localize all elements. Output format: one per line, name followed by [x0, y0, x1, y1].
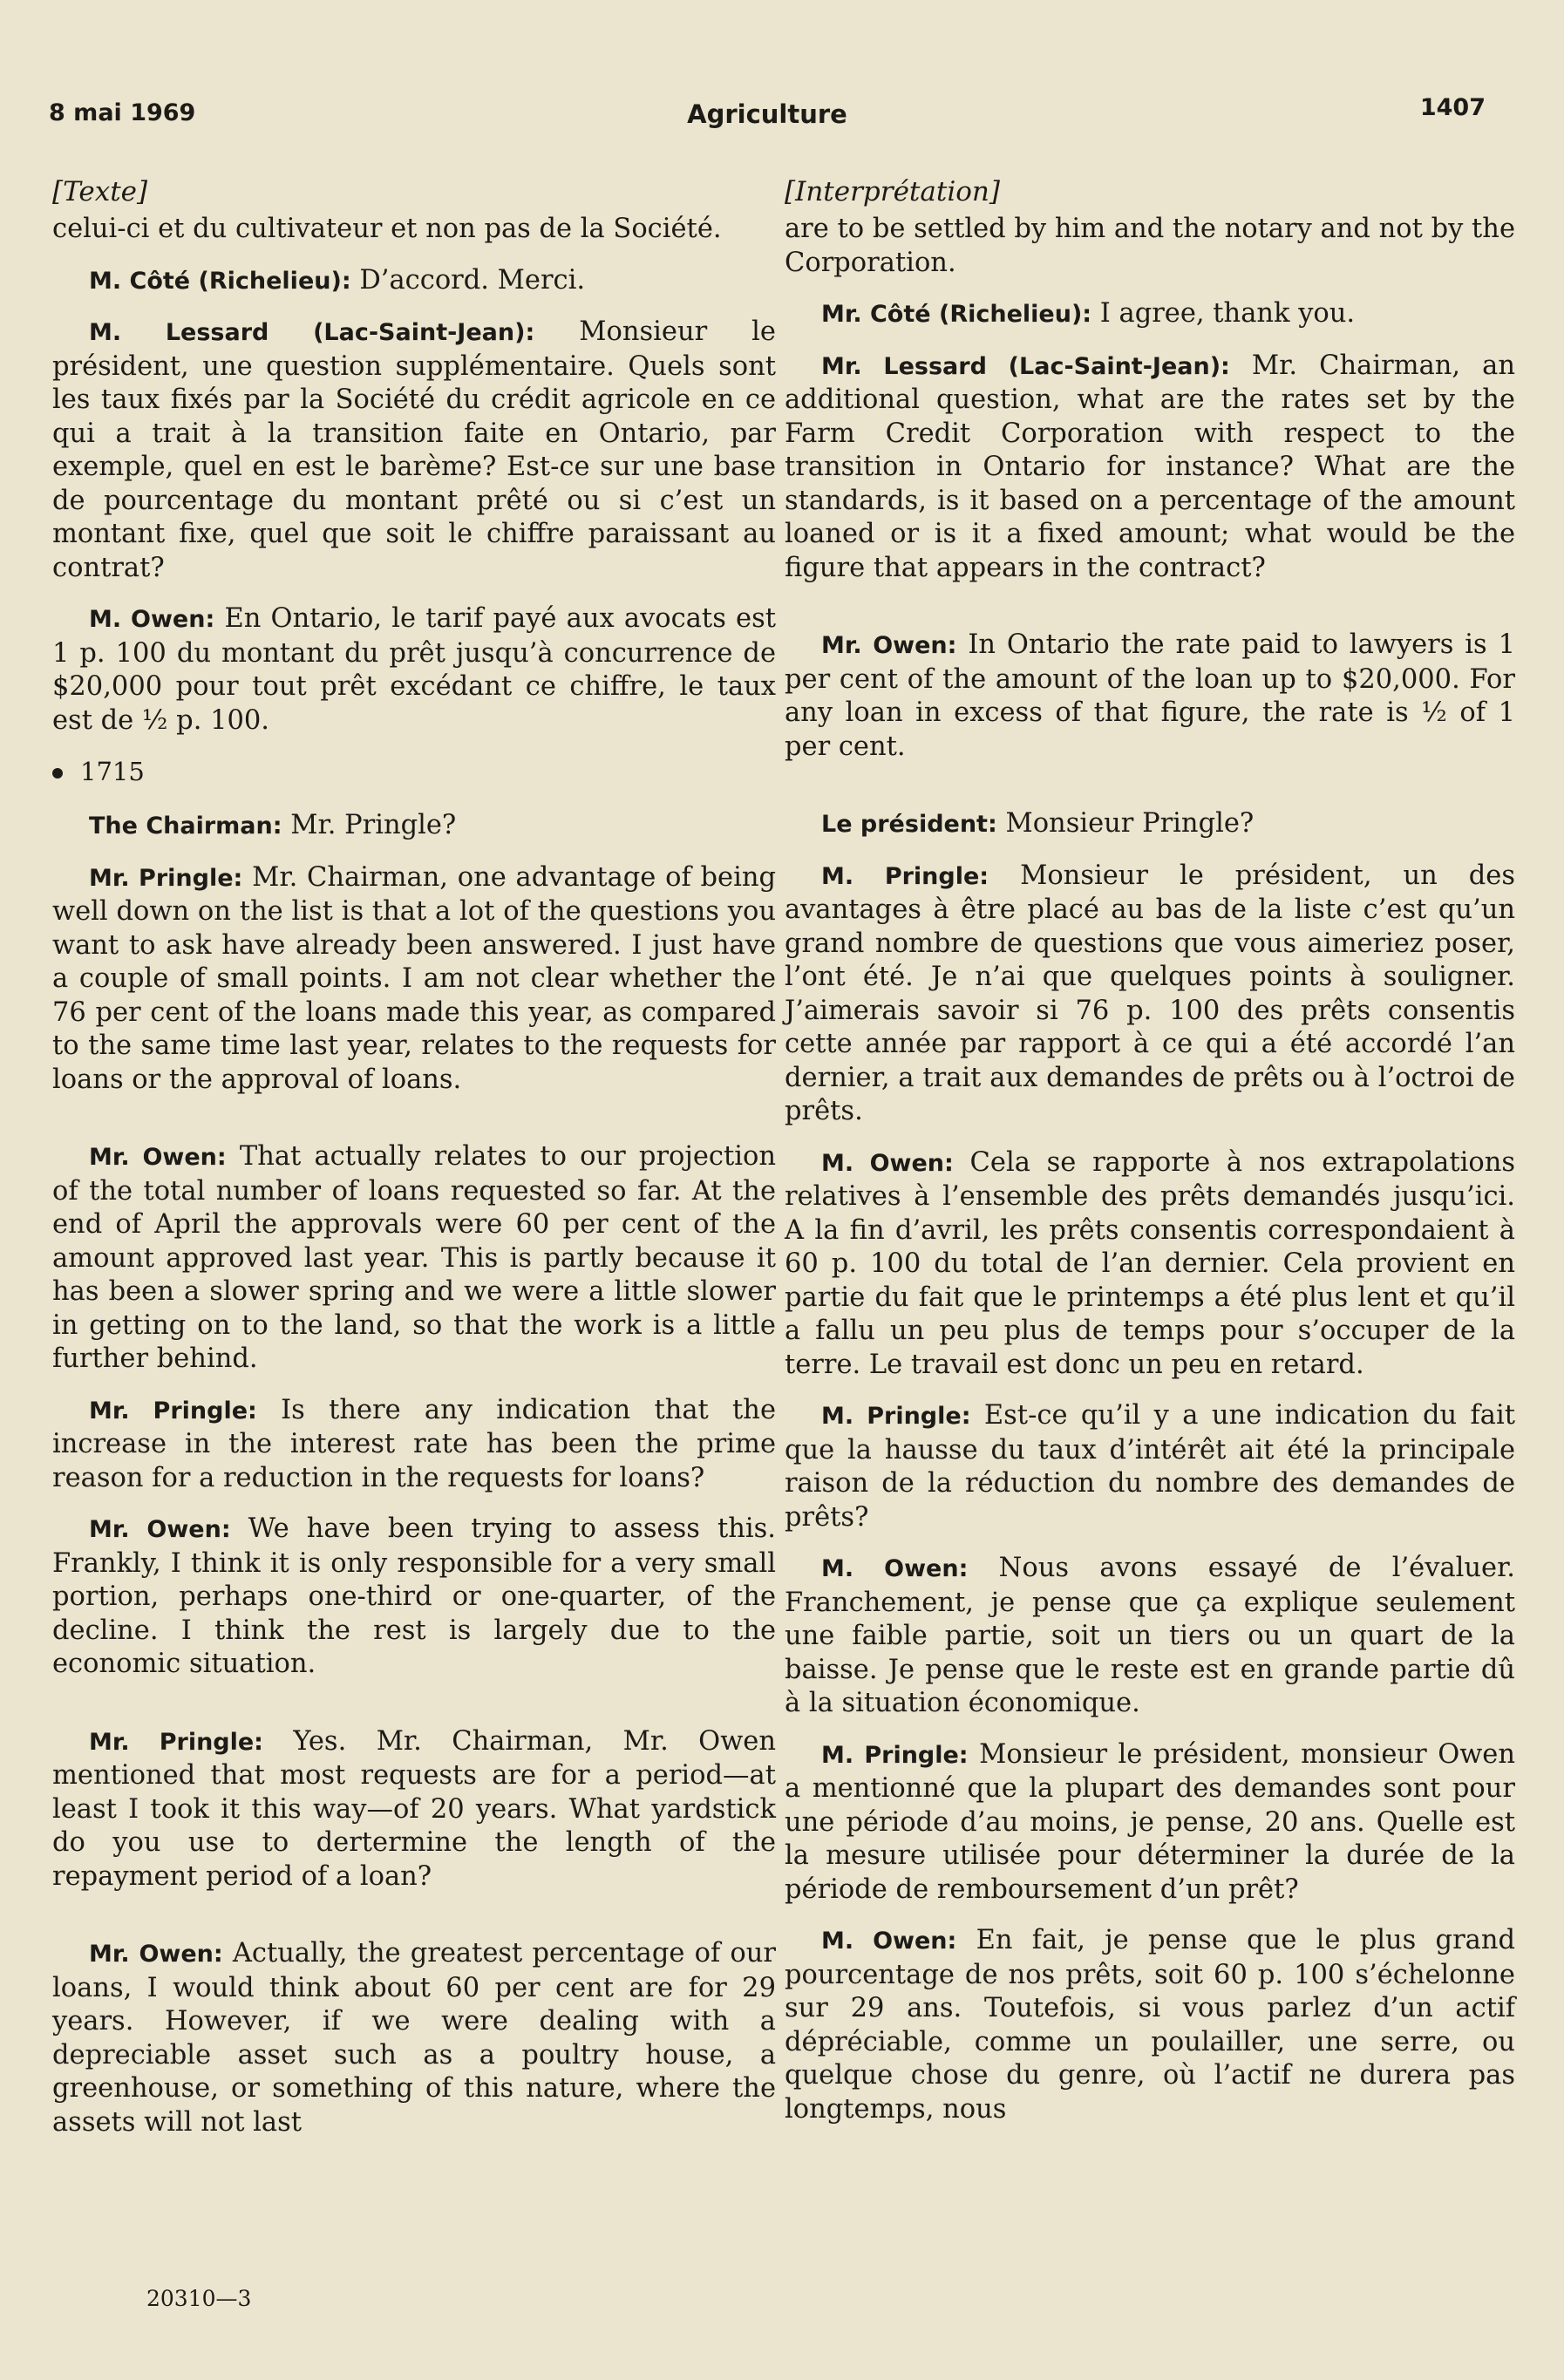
speech-text: I agree, thank you. [1091, 298, 1356, 329]
right-paragraph-1 [785, 297, 1515, 332]
speaker-name: Mr. Owen: [821, 632, 957, 659]
speech-text: En fait, je pense que le plus grand pourcentage de nos prêts, soit 60 p. 100 s’échelonne sur 29 ans. Toutefois, si vous parlez d’un actif dépréciable, comme un poulailler, une serre, ou quelque chose du genre, où l’actif ne durera pas longtemps, nous [785, 1925, 1515, 2125]
left-column-label: [Texte] [52, 176, 148, 207]
right-paragraph-3 [785, 629, 1515, 764]
right-paragraph-9 [785, 1738, 1515, 1907]
speech-text: Yes. Mr. Chairman, Mr. Owen mentioned that most requests are for a period—at least I took it this way—of 20 years. What yardstick do you use to dertermine the length of the repayment period of a loan? [52, 1725, 776, 1892]
speech-text: Cela se rapporte à nos extrapolations relatives à l’ensemble des prêts demandés jusqu’ici. A la fin d’avril, les prêts consentis correspondaient à 60 p. 100 du total de l’an dernier. Cela provient en partie du fait que le printemps a été plus lent et qu’il a fallu un peu plus de temps pour s’occuper de la terre. Le travail est donc un peu en retard. [785, 1146, 1515, 1380]
speech-text: That actually relates to our projection of the total number of loans requested so far. At the end of April the approvals were 60 per cent of the amount approved last year. This is partly because it has been a slower spring and we were a little slower in getting on to the land, so that the work is a little further behind. [52, 1141, 776, 1374]
right-paragraph-7 [785, 1399, 1515, 1534]
speaker-name: M. Pringle: [821, 1403, 971, 1430]
speech-text: Est-ce qu’il y a une indication du fait que la hausse du taux d’intérêt ait été la principale raison de la réduction du nombre des demandes de prêts? [785, 1400, 1516, 1533]
right-paragraph-5 [785, 860, 1515, 1129]
speaker-name: Mr. Pringle: [89, 1397, 257, 1425]
right-column [785, 174, 1515, 2144]
speaker-name: Mr. Pringle: [89, 1728, 263, 1756]
left-paragraph-2 [52, 316, 776, 585]
speaker-name: M. Owen: [821, 1555, 969, 1582]
left-paragraph-10 [52, 1937, 776, 2139]
speech-text: Monsieur le président, un des avantages à être placé au bas de la liste c’est qu’un grand nombre de questions que vous aimeriez poser, l’ont été. Je n’ai que quelques points à souligner. J’aimerais savoir si 76 p. 100 des prêts consentis cette année par rapport à ce qui a été accordé l’an dernier, a trait aux demandes de prêts ou à l’octroi de prêts. [785, 860, 1516, 1126]
spacer [785, 781, 1515, 807]
speech-text: Nous avons essayé de l’évaluer. Franchement, je pense que ça explique seulement une faible partie, soit un tiers ou un quart de la baisse. Je pense que le reste est en grande partie dû à la situation économique. [785, 1553, 1515, 1718]
speaker-name: Mr. Pringle: [89, 864, 243, 892]
speaker-name: Mr. Lessard (Lac-Saint-Jean): [821, 352, 1230, 380]
speech-text: Monsieur le président, une question supplémentaire. Quels sont les taux fixés par la Société du crédit agricole en ce qui a trait à la transition faite en Ontario, par exemple, quel en est le barème? Est-ce sur une base de pourcentage du montant prêté ou si c’est un montant fixe, quel que soit le chiffre paraissant au contrat? [52, 316, 776, 583]
speech-text: Mr. Chairman, an additional question, what are the rates set by the Farm Credit Corporation with respect to the transition in Ontario for instance? What are the standards, is it based on a percentage of the amount loaned or is it a fixed amount; what would be the figure that appears in the contract? [785, 350, 1515, 583]
left-paragraph-1 [52, 264, 776, 299]
left-paragraph-5 [52, 861, 776, 1098]
header-date: 8 mai 1969 [49, 99, 196, 126]
speech-text: Monsieur le président, monsieur Owen a mentionné que la plupart des demandes sont pour une période d’au moins, je pense, 20 ans. Quelle est la mesure utilisée pour déterminer la durée de la période de remboursement d’un prêt? [785, 1738, 1515, 1905]
left-paragraph-6 [52, 1140, 776, 1377]
speech-text: Mr. Chairman, one advantage of being well down on the list is that a lot of the questions you want to ask have already been answered. I just have a couple of small points. I am not clear whether the 76 per cent of the loans made this year, as compared to the same time last year, relates to the requests for loans or the approval of loans. [52, 861, 777, 1095]
spacer [52, 1114, 776, 1140]
left-column [52, 174, 776, 2157]
speech-text: Monsieur Pringle? [996, 808, 1255, 839]
speaker-name: M. Owen: [821, 1149, 954, 1177]
speech-text: In Ontario the rate paid to lawyers is 1 per cent of the amount of the loan up to $20,000. For any loan in excess of that figure, the rate is ½ of 1 per cent. [785, 629, 1516, 762]
time-marker [52, 755, 776, 788]
speech-text: Actually, the greatest percentage of our loans, I would think about 60 per cent are for 29 years. However, if we were dealing with a depreciable asset such as a poultry house, a greenhouse, or something of this nature, where the assets will not last [52, 1938, 776, 2138]
left-paragraph-0: celui-ci et du cultivateur et non pas de la Société. [52, 214, 722, 244]
right-paragraph-10 [785, 1924, 1515, 2126]
right-column-label: [Interprétation] [785, 176, 1000, 207]
header-title: Agriculture [687, 99, 847, 129]
left-paragraph-4 [52, 809, 776, 844]
speech-text: Mr. Pringle? [282, 810, 457, 840]
bullet-icon [52, 768, 63, 779]
speaker-name: Mr. Côté (Richelieu): [821, 301, 1092, 328]
spacer [52, 1699, 776, 1725]
right-paragraph-0: are to be settled by him and the notary and not by the Corporation. [785, 214, 1515, 278]
speaker-name: The Chairman: [89, 813, 282, 840]
speaker-name: Mr. Owen: [89, 1144, 227, 1171]
footer-code: 20310—3 [146, 2286, 252, 2311]
speaker-name: M. Owen: [89, 606, 215, 633]
right-paragraph-4 [785, 807, 1515, 842]
right-paragraph-2 [785, 350, 1515, 586]
left-paragraph-3 [52, 602, 776, 738]
speech-text: Is there any indication that the increase in the interest rate has been the prime reason for a reduction in the requests for loans? [52, 1394, 777, 1493]
page-header [49, 94, 1486, 138]
left-paragraph-9 [52, 1725, 776, 1894]
speaker-name: Mr. Owen: [89, 1516, 231, 1543]
speech-text: We have been trying to assess this. Frankly, I think it is only responsible for a very small portion, perhaps one-third or one-quarter, of the decline. I think the rest is largely due to the economic situation. [52, 1513, 777, 1679]
right-paragraph-6 [785, 1146, 1515, 1383]
page-number: 1407 [1419, 94, 1486, 121]
time-marker-text: 1715 [80, 757, 145, 786]
speaker-name: Le président: [821, 811, 997, 838]
left-paragraph-8 [52, 1513, 776, 1682]
speaker-name: M. Pringle: [821, 862, 989, 890]
right-paragraph-8 [785, 1552, 1515, 1721]
speaker-name: M. Pringle: [821, 1741, 969, 1769]
spacer [785, 602, 1515, 629]
speaker-name: M. Lessard (Lac-Saint-Jean): [89, 319, 535, 346]
speaker-name: Mr. Owen: [89, 1941, 223, 1968]
speech-text: En Ontario, le tarif payé aux avocats est 1 p. 100 du montant du prêt jusqu’à concurrence de $20,000 pour tout prêt excédant ce chiffre, le taux est de ½ p. 100. [52, 603, 776, 736]
spacer [52, 1911, 776, 1937]
speech-text: D’accord. Merci. [350, 264, 586, 296]
speaker-name: M. Owen: [821, 1928, 957, 1955]
speaker-name: M. Côté (Richelieu): [89, 267, 351, 295]
left-paragraph-7 [52, 1394, 776, 1496]
